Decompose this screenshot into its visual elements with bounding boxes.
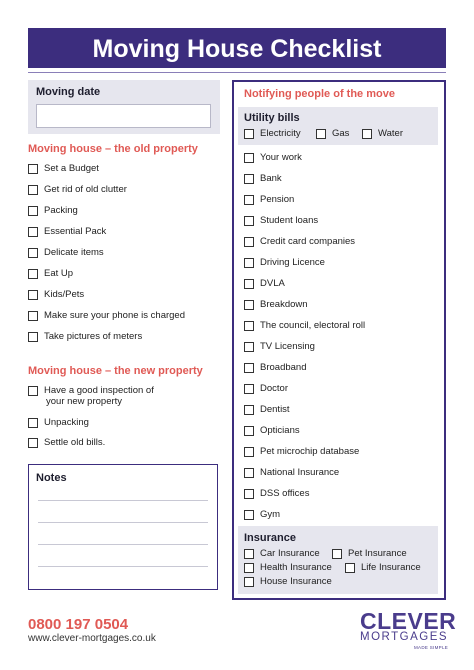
insurance-item-car[interactable] xyxy=(244,548,320,559)
checkbox[interactable] xyxy=(316,129,326,139)
checkbox[interactable] xyxy=(28,290,38,300)
item-label: Car Insurance xyxy=(260,548,320,559)
checkbox[interactable] xyxy=(244,363,254,373)
checkbox[interactable] xyxy=(244,563,254,573)
checkbox[interactable] xyxy=(244,447,254,457)
notify-item[interactable] xyxy=(244,236,355,247)
item-label: Unpacking xyxy=(44,417,89,428)
notify-item[interactable] xyxy=(244,152,302,163)
notify-item[interactable] xyxy=(244,467,339,478)
item-label xyxy=(44,385,154,407)
checkbox[interactable] xyxy=(28,164,38,174)
notify-item[interactable] xyxy=(244,341,315,352)
checklist-item[interactable] xyxy=(28,331,142,342)
checklist-item[interactable] xyxy=(28,289,84,300)
item-label: DVLA xyxy=(260,278,285,289)
checkbox[interactable] xyxy=(244,426,254,436)
item-label: The council, electoral roll xyxy=(260,320,366,331)
item-label: DSS offices xyxy=(260,488,310,499)
item-label: Driving Licence xyxy=(260,257,325,268)
checklist-item[interactable] xyxy=(28,163,99,174)
notify-item[interactable] xyxy=(244,299,308,310)
notify-item[interactable] xyxy=(244,383,288,394)
insurance-item-house[interactable] xyxy=(244,576,332,587)
brand-logo-clever: CLEVER xyxy=(360,608,457,634)
checklist-item[interactable] xyxy=(28,437,105,448)
item-label: Set a Budget xyxy=(44,163,99,174)
insurance-title: Insurance xyxy=(244,532,296,544)
notify-item[interactable] xyxy=(244,320,365,331)
checkbox[interactable] xyxy=(28,438,38,448)
item-label: Opticians xyxy=(260,425,300,436)
checklist-item[interactable] xyxy=(28,268,73,279)
notify-item[interactable] xyxy=(244,215,318,226)
note-line xyxy=(38,566,208,567)
checkbox[interactable] xyxy=(28,248,38,258)
item-label: Breakdown xyxy=(260,299,308,310)
notify-item[interactable] xyxy=(244,173,282,184)
checkbox[interactable] xyxy=(362,129,372,139)
item-label: Health Insurance xyxy=(260,562,332,573)
checkbox[interactable] xyxy=(244,237,254,247)
item-label: National Insurance xyxy=(260,467,340,478)
item-label: Bank xyxy=(260,173,282,184)
moving-date-label: Moving date xyxy=(36,86,101,98)
note-line xyxy=(38,544,208,545)
item-label: Electricity xyxy=(260,128,301,139)
item-label-line-2: your new property xyxy=(46,396,123,407)
item-label: Doctor xyxy=(260,383,288,394)
checkbox[interactable] xyxy=(345,563,355,573)
checklist-item[interactable] xyxy=(28,226,106,237)
checkbox[interactable] xyxy=(244,258,254,268)
notify-item[interactable] xyxy=(244,446,359,457)
checkbox[interactable] xyxy=(28,206,38,216)
checkbox[interactable] xyxy=(28,185,38,195)
checkbox[interactable] xyxy=(244,174,254,184)
checkbox[interactable] xyxy=(28,269,38,279)
checkbox[interactable] xyxy=(244,549,254,559)
item-label: TV Licensing xyxy=(260,341,315,352)
notify-item[interactable] xyxy=(244,278,285,289)
checkbox[interactable] xyxy=(244,384,254,394)
item-label: Make sure your phone is charged xyxy=(44,310,185,321)
website-link[interactable]: www.clever-mortgages.co.uk xyxy=(28,633,156,644)
old-property-title: Moving house – the old property xyxy=(28,143,198,155)
checkbox[interactable] xyxy=(28,332,38,342)
item-label: Delicate items xyxy=(44,247,104,258)
checklist-item[interactable] xyxy=(28,184,127,195)
checklist-item[interactable] xyxy=(28,205,78,216)
checkbox[interactable] xyxy=(28,386,38,396)
checkbox[interactable] xyxy=(244,342,254,352)
notify-item[interactable] xyxy=(244,257,325,268)
item-label-line-1: Have a good inspection of xyxy=(44,385,154,396)
page-title: Moving House Checklist xyxy=(28,28,446,68)
notes-label: Notes xyxy=(36,472,67,484)
note-line xyxy=(38,522,208,523)
phone-number[interactable]: 0800 197 0504 xyxy=(28,616,129,633)
new-property-title: Moving house – the new property xyxy=(28,365,203,377)
brand-logo-tagline: MADE SIMPLE xyxy=(414,645,449,650)
item-label: Essential Pack xyxy=(44,226,107,237)
checklist-item[interactable] xyxy=(28,417,89,428)
notify-item[interactable] xyxy=(244,362,306,373)
checklist-item[interactable] xyxy=(28,247,104,258)
checkbox[interactable] xyxy=(244,510,254,520)
checkbox[interactable] xyxy=(28,418,38,428)
insurance-item-health[interactable] xyxy=(244,562,332,573)
notify-item[interactable] xyxy=(244,194,294,205)
item-label: Get rid of old clutter xyxy=(44,184,127,195)
item-label: Settle old bills. xyxy=(44,437,106,448)
moving-date-field[interactable] xyxy=(36,104,211,128)
header-divider xyxy=(28,72,446,73)
item-label: Packing xyxy=(44,205,78,216)
note-line xyxy=(38,500,208,501)
checkbox[interactable] xyxy=(244,300,254,310)
notify-item[interactable] xyxy=(244,404,290,415)
utility-item-electricity[interactable] xyxy=(244,128,301,139)
notify-item[interactable] xyxy=(244,425,300,436)
item-label: Dentist xyxy=(260,404,290,415)
checklist-item[interactable] xyxy=(28,310,185,321)
utility-item-water[interactable] xyxy=(362,128,403,139)
item-label: Pension xyxy=(260,194,295,205)
checkbox[interactable] xyxy=(244,195,254,205)
item-label: Credit card companies xyxy=(260,236,356,247)
checkbox[interactable] xyxy=(244,405,254,415)
insurance-item-pet[interactable] xyxy=(332,548,407,559)
utility-bills-title: Utility bills xyxy=(244,112,300,124)
checkbox[interactable] xyxy=(244,489,254,499)
brand-logo-mortgages: MORTGAGES xyxy=(360,631,449,643)
checkbox[interactable] xyxy=(244,279,254,289)
insurance-item-life[interactable] xyxy=(345,562,421,573)
utility-item-gas[interactable] xyxy=(316,128,349,139)
checkbox[interactable] xyxy=(28,311,38,321)
item-label: Kids/Pets xyxy=(44,289,85,300)
checkbox[interactable] xyxy=(244,129,254,139)
item-label: Life Insurance xyxy=(361,562,421,573)
item-label: Water xyxy=(378,128,403,139)
checkbox[interactable] xyxy=(28,227,38,237)
notify-item[interactable] xyxy=(244,488,309,499)
checkbox[interactable] xyxy=(244,321,254,331)
checkbox[interactable] xyxy=(244,216,254,226)
item-label: House Insurance xyxy=(260,576,332,587)
checklist-item[interactable] xyxy=(28,385,154,407)
checkbox[interactable] xyxy=(332,549,342,559)
checkbox[interactable] xyxy=(244,468,254,478)
item-label: Pet Insurance xyxy=(348,548,407,559)
item-label: Broadband xyxy=(260,362,307,373)
item-label: Gym xyxy=(260,509,281,520)
item-label: Gas xyxy=(332,128,350,139)
item-label: Take pictures of meters xyxy=(44,331,143,342)
item-label: Eat Up xyxy=(44,268,74,279)
item-label: Pet microchip database xyxy=(260,446,360,457)
notify-item[interactable] xyxy=(244,509,280,520)
item-label: Student loans xyxy=(260,215,319,226)
item-label: Your work xyxy=(260,152,302,163)
checkbox[interactable] xyxy=(244,577,254,587)
checkbox[interactable] xyxy=(244,153,254,163)
notifying-title: Notifying people of the move xyxy=(244,88,395,100)
